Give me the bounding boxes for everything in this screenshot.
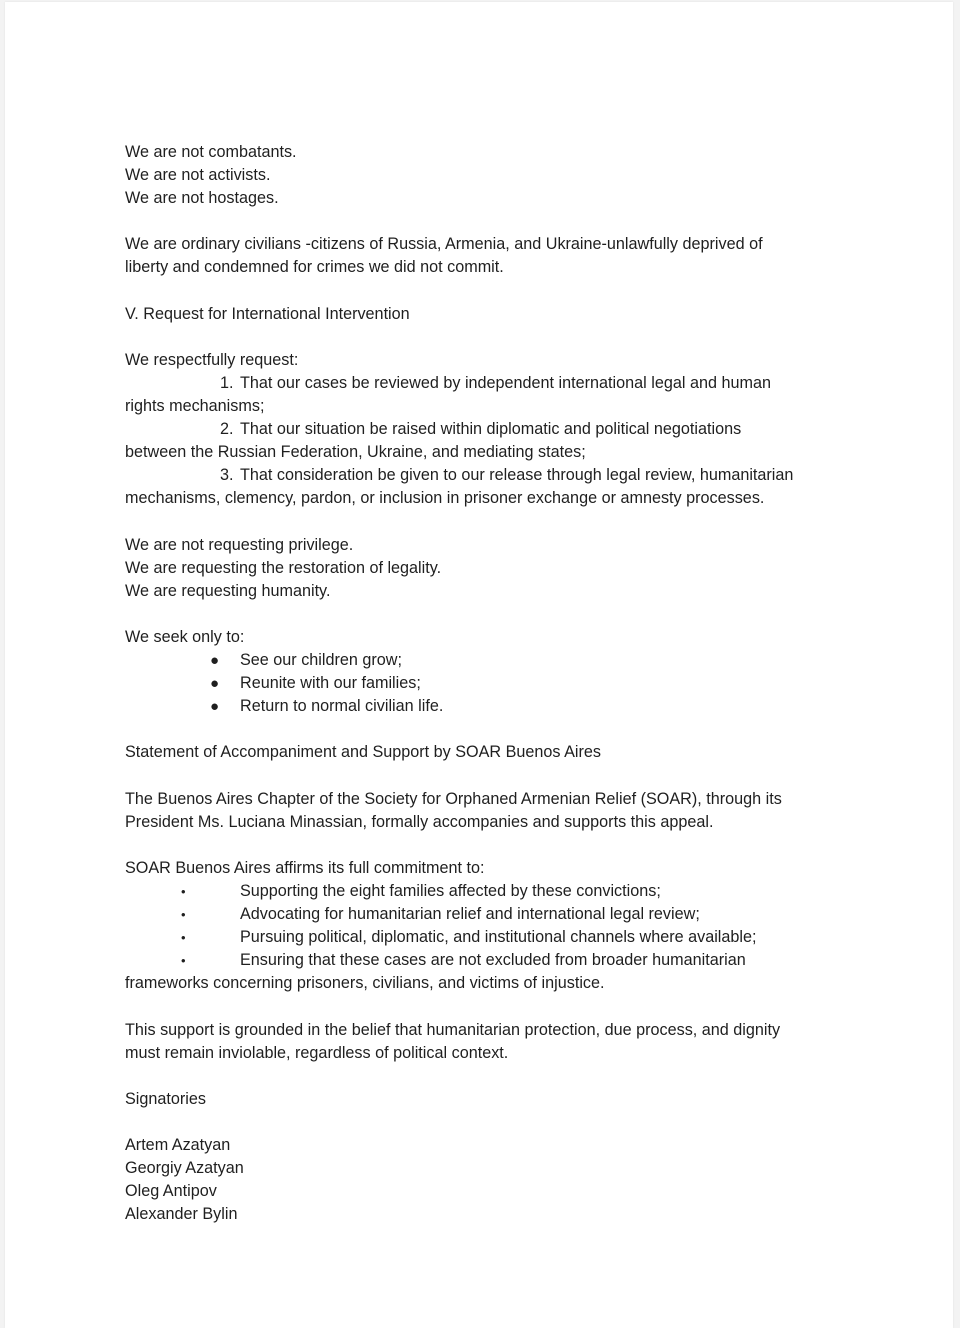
signatory-name: Georgiy Azatyan <box>125 1159 244 1178</box>
request-item <box>125 418 845 464</box>
bullet-icon: ● <box>210 698 220 716</box>
request-item <box>125 372 845 418</box>
request-text: That our situation be raised within diplomatic and political negotiations <box>240 420 742 439</box>
section-v-heading: V. Request for International Intervention <box>125 304 410 323</box>
spacer <box>125 1065 845 1088</box>
intro-statements <box>125 141 845 210</box>
request-text: That our cases be reviewed by independent international legal and human <box>240 373 771 392</box>
statement-heading: Statement of Accompaniment and Support by SOAR Buenos Aires <box>125 743 601 762</box>
requesting-line: We are requesting humanity. <box>125 581 331 600</box>
intro-line: We are not combatants. <box>125 143 297 161</box>
bullet-icon: • <box>181 953 186 969</box>
intro-line: We are not hostages. <box>125 189 279 208</box>
request-number: 1. <box>220 373 234 392</box>
spacer <box>125 326 845 349</box>
paragraph-line: liberty and condemned for crimes we did not commit. <box>125 258 504 277</box>
seek-item <box>125 649 845 672</box>
seek-item <box>125 672 845 695</box>
paragraph-line: This support is grounded in the belief that humanitarian protection, due process, and dignity <box>125 1020 781 1039</box>
commitment-item <box>125 926 845 949</box>
request-continuation: between the Russian Federation, Ukraine, and mediating states; <box>125 443 586 462</box>
commitment-list <box>125 880 845 995</box>
commitment-intro: SOAR Buenos Aires affirms its full commitment to: <box>125 858 485 877</box>
commitment-item <box>125 903 845 926</box>
intro-line: We are not activists. <box>125 166 271 185</box>
paragraph-line: The Buenos Aires Chapter of the Society for Orphaned Armenian Relief (SOAR), through its <box>125 789 782 808</box>
seek-item-text: Reunite with our families; <box>240 674 421 693</box>
request-continuation: mechanisms, clemency, pardon, or inclusion in prisoner exchange or amnesty processes. <box>125 489 765 508</box>
document-body <box>125 141 845 1226</box>
spacer <box>125 995 845 1018</box>
commitment-text: Supporting the eight families affected by these convictions; <box>240 882 661 900</box>
civilians-paragraph <box>125 233 845 279</box>
signatories-list <box>125 1134 845 1226</box>
signatory-name: Alexander Bylin <box>125 1205 238 1224</box>
bullet-icon: ● <box>210 652 220 670</box>
spacer <box>125 834 845 857</box>
paragraph-line: must remain inviolable, regardless of political context. <box>125 1043 509 1062</box>
spacer <box>125 1111 845 1134</box>
request-intro: We respectfully request: <box>125 350 299 369</box>
request-text: That consideration be given to our release through legal review, humanitarian <box>240 466 794 485</box>
signatory-name: Artem Azatyan <box>125 1136 231 1155</box>
commitment-item <box>125 949 845 972</box>
seek-intro: We seek only to: <box>125 627 245 646</box>
bullet-icon: ● <box>210 675 220 693</box>
paragraph-line: President Ms. Luciana Minassian, formally accompanies and supports this appeal. <box>125 812 714 831</box>
requests-list <box>125 372 845 511</box>
request-number: 3. <box>220 466 234 485</box>
spacer <box>125 603 845 626</box>
commitment-text: Pursuing political, diplomatic, and institutional channels where available; <box>240 928 757 947</box>
bullet-icon: • <box>181 907 186 923</box>
seek-list <box>125 649 845 718</box>
commitment-text: Advocating for humanitarian relief and international legal review; <box>240 905 700 924</box>
seek-item-text: See our children grow; <box>240 651 402 670</box>
soar-paragraph <box>125 788 845 834</box>
signatories-heading: Signatories <box>125 1089 206 1108</box>
signatory-name: Oleg Antipov <box>125 1182 217 1201</box>
commitment-item <box>125 880 845 903</box>
requesting-statements <box>125 534 845 603</box>
seek-item <box>125 695 845 718</box>
requesting-line: We are requesting the restoration of legality. <box>125 558 442 577</box>
spacer <box>125 280 845 303</box>
request-number: 2. <box>220 420 234 439</box>
document-page <box>5 2 953 1328</box>
spacer <box>125 210 845 233</box>
spacer <box>125 718 845 741</box>
support-paragraph <box>125 1019 845 1065</box>
bullet-icon: • <box>181 884 186 899</box>
seek-item-text: Return to normal civilian life. <box>240 697 444 716</box>
commitment-continuation: frameworks concerning prisoners, civilians, and victims of injustice. <box>125 974 605 993</box>
request-item <box>125 464 845 510</box>
request-continuation: rights mechanisms; <box>125 397 265 416</box>
requesting-line: We are not requesting privilege. <box>125 535 354 554</box>
spacer <box>125 511 845 534</box>
paragraph-line: We are ordinary civilians -citizens of Russia, Armenia, and Ukraine-unlawfully deprived of <box>125 235 763 254</box>
commitment-text: Ensuring that these cases are not excluded from broader humanitarian <box>240 951 746 970</box>
bullet-icon: • <box>181 930 186 946</box>
spacer <box>125 765 845 788</box>
